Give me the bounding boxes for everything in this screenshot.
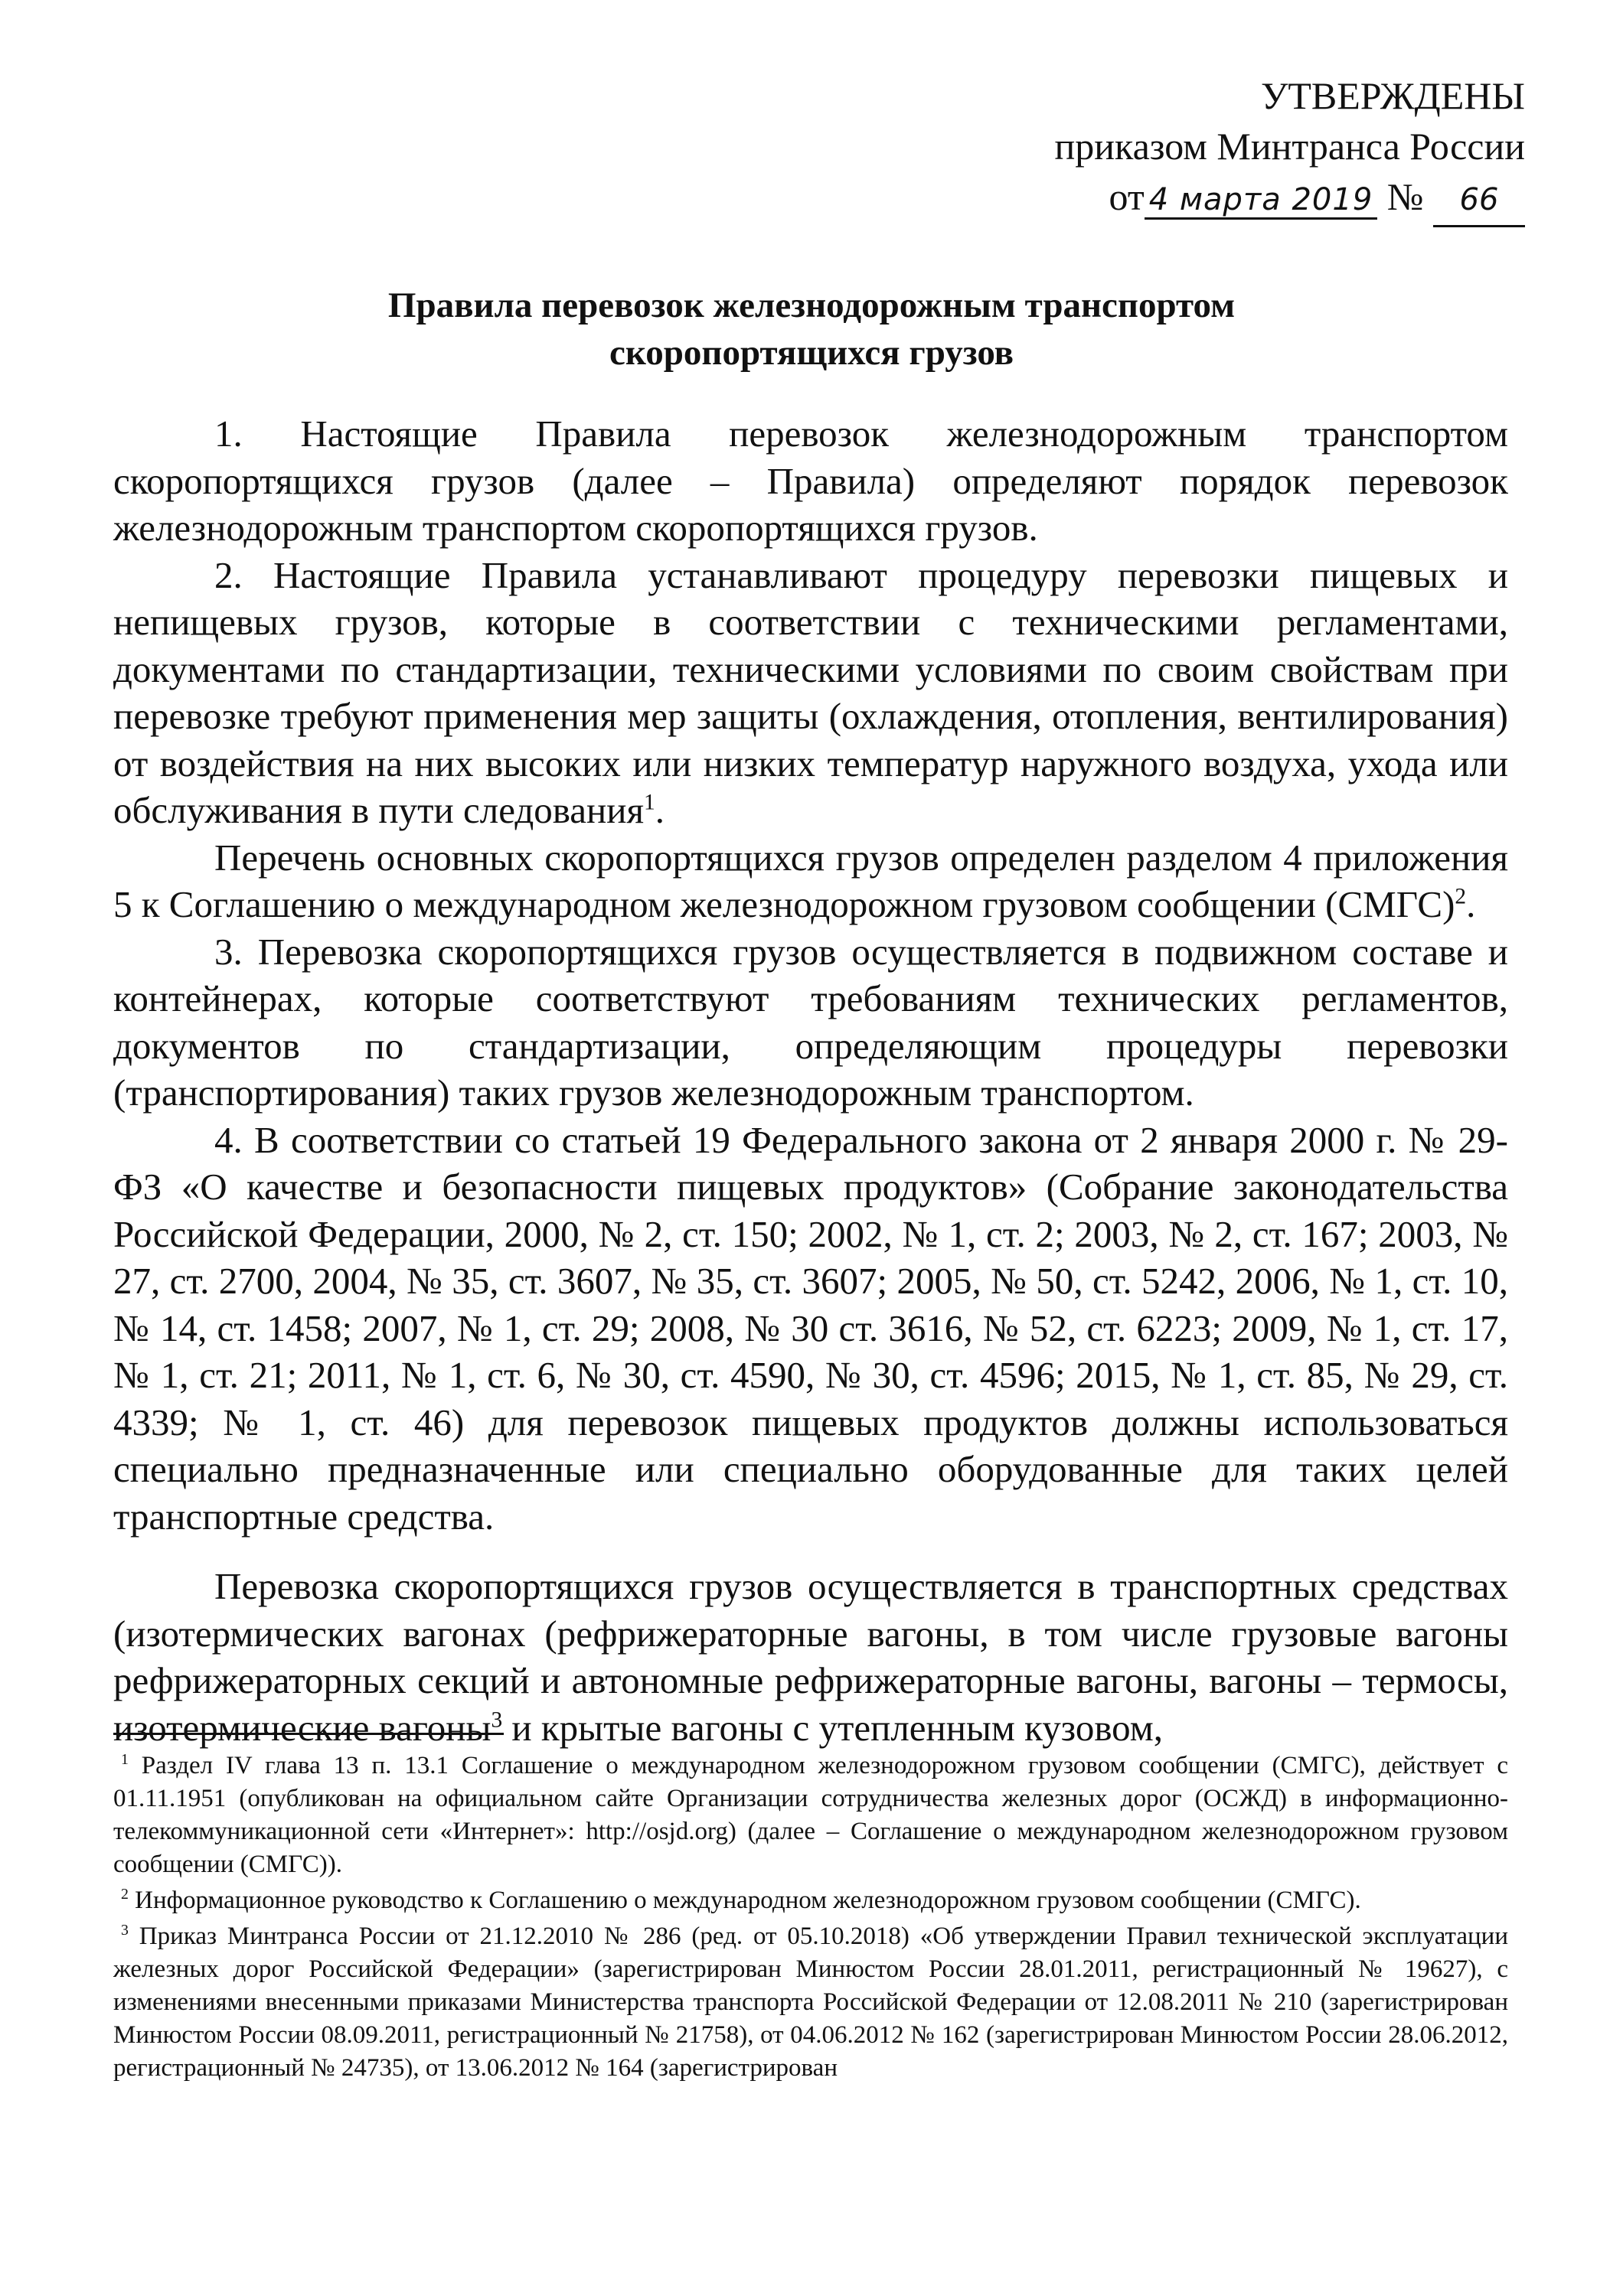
number-prefix: № (1386, 175, 1424, 218)
paragraph-3: Перечень основных скоропортящихся грузов определен разделом 4 приложения 5 к Соглашению о международном железнодорожном грузовом сообщении (СМГС)$^2$. (113, 836, 1508, 925)
paragraph-6-text: Перевозка скоропортящихся грузов осуществляется в транспортных средствах (изотермических вагонах (рефрижераторные вагоны, в том числе грузовые вагоны рефрижераторных секций и автономные рефрижераторные вагоны, вагоны – термосы, изотермические вагоны (113, 1565, 1508, 1749)
footnotes (113, 1750, 1508, 2085)
paragraph-4: 3. Перевозка скоропортящихся грузов осуществляется в подвижном составе и контейнерах, которые соответствуют требованиям технических регламентов, документов по стандартизации, определяющим процедуры перевозки (транспортирования) таких грузов железнодорожным транспортом. (113, 930, 1508, 1114)
document-title (107, 282, 1516, 377)
paragraph-1: 1. Настоящие Правила перевозок железнодорожным транспортом скоропортящихся грузов (далее – Правила) определяют порядок перевозок железнодорожным транспортом скоропортящихся грузов. (113, 413, 1508, 549)
footnote-ref-3: 3 (491, 1707, 503, 1733)
footnote-3-mark: 3 (121, 1922, 129, 1939)
paragraph-6-end: и крытые вагоны с утепленным кузовом, (502, 1706, 1163, 1749)
title-line-2: скоропортящихся грузов (609, 333, 1014, 373)
footnote-separator (113, 1733, 504, 1735)
paragraph-2: 2. Настоящие Правила устанавливают процедуру перевозки пищевых и непищевых грузов, которые в соответствии с техническими регламентами, документами по стандартизации, техническими условиями по своим свойствам при перевозке требуют применения мер защиты (охлаждения, отопления, вентилирования) от воздействия на них высоких или низких температур наружного воздуха, ухода или обслуживания в пути следования$^1$. (113, 553, 1508, 831)
handwritten-number: 66 (1433, 174, 1525, 227)
footnote-3-text: Приказ Минтранса России от 21.12.2010 № 286 (ред. от 05.10.2018) «Об утверждении Правил технической эксплуатации железных дорог Российской Федерации» (зарегистрирован Минюстом России 28.01.2011, регистрационный № 19627), с изменениями внесенными приказами Министерства транспорта Российской Федерации от 12.08.2011 № 210 (зарегистрирован Минюстом России 08.09.2011, регистрационный № 21758), от 04.06.2012 № 162 (зарегистрирован Минюстом России 28.06.2012, регистрационный № 24735), от 13.06.2012 № 164 (зарегистрирован (113, 1923, 1509, 2082)
footnote-1 (113, 1750, 1508, 1881)
order-date-line (1055, 171, 1525, 227)
footnote-ref-2: 2 (1455, 884, 1467, 909)
footnote-2-text: Информационное руководство к Соглашению о международном железнодорожном грузовом сообщении (СМГС). (135, 1887, 1361, 1914)
paragraph-6 (113, 1563, 1508, 1751)
footnote-3 (113, 1920, 1508, 2085)
footnote-ref-1: 1 (644, 790, 655, 815)
paragraph-3-text: Перечень основных скоропортящихся грузов определен разделом 4 приложения 5 к Соглашению о международном железнодорожном грузовом сообщении (СМГС) (113, 836, 1508, 925)
order-line: приказом Минтранса России (1054, 125, 1525, 168)
paragraph-5: 4. В соответствии со статьей 19 Федерального закона от 2 января 2000 г. № 29-ФЗ «О качестве и безопасности пищевых продуктов» (Собрание законодательства Российской Федерации, 2000, № 2, ст. 150; 2002, № 1, ст. 2; 2003, № 2, ст. 167; 2003, № 27, ст. 2700, 2004, № 35, ст. 3607, № 35, ст. 3607; 2005, № 50, ст. 5242, 2006, № 1, ст. 10, № 14, ст. 1458; 2007, № 1, ст. 29; 2008, № 30 ст. 3616, № 52, ст. 6223; 2009, № 1, ст. 17, № 1, ст. 21; 2011, № 1, ст. 6, № 30, ст. 4590, № 30, ст. 4596; 2015, № 1, ст. 85, № 29, ст. 4339; № 1, ст. 46) для перевозок пищевых продуктов должны использоваться специально предназначенные или специально оборудованные для таких целей транспортные средства. (113, 1118, 1508, 1538)
handwritten-date: 4 марта 2019 (1145, 182, 1378, 220)
paragraph-2-text: 2. Настоящие Правила устанавливают процедуру перевозки пищевых и непищевых грузов, которые в соответствии с техническими регламентами, документами по стандартизации, техническими условиями по своим свойствам при перевозке требуют применения мер защиты (охлаждения, отопления, вентилирования) от воздействия на них высоких или низких температур наружного воздуха, ухода или обслуживания в пути следования (113, 553, 1508, 831)
title-line-1: Правила перевозок железнодорожным транспортом (387, 285, 1236, 325)
approved-label: УТВЕРЖДЕНЫ (1260, 74, 1525, 117)
footnote-2 (113, 1884, 1508, 1917)
footnote-1-mark: 1 (121, 1751, 129, 1768)
date-prefix: от (1109, 175, 1145, 218)
footnote-2-mark: 2 (121, 1886, 129, 1903)
document-body (113, 410, 1508, 1751)
approval-block (1055, 70, 1525, 227)
footnote-1-text: Раздел IV глава 13 п. 13.1 Соглашение о международном железнодорожном грузовом сообщении (СМГС), действует с 01.11.1951 (опубликован на официальном сайте Организации сотрудничества железных дорог (ОСЖД) в информационно-телекоммуникационной сети «Интернет»: http://osjd.org) (далее – Соглашение о международном железнодорожном грузовом сообщении (СМГС)). (113, 1752, 1509, 1878)
